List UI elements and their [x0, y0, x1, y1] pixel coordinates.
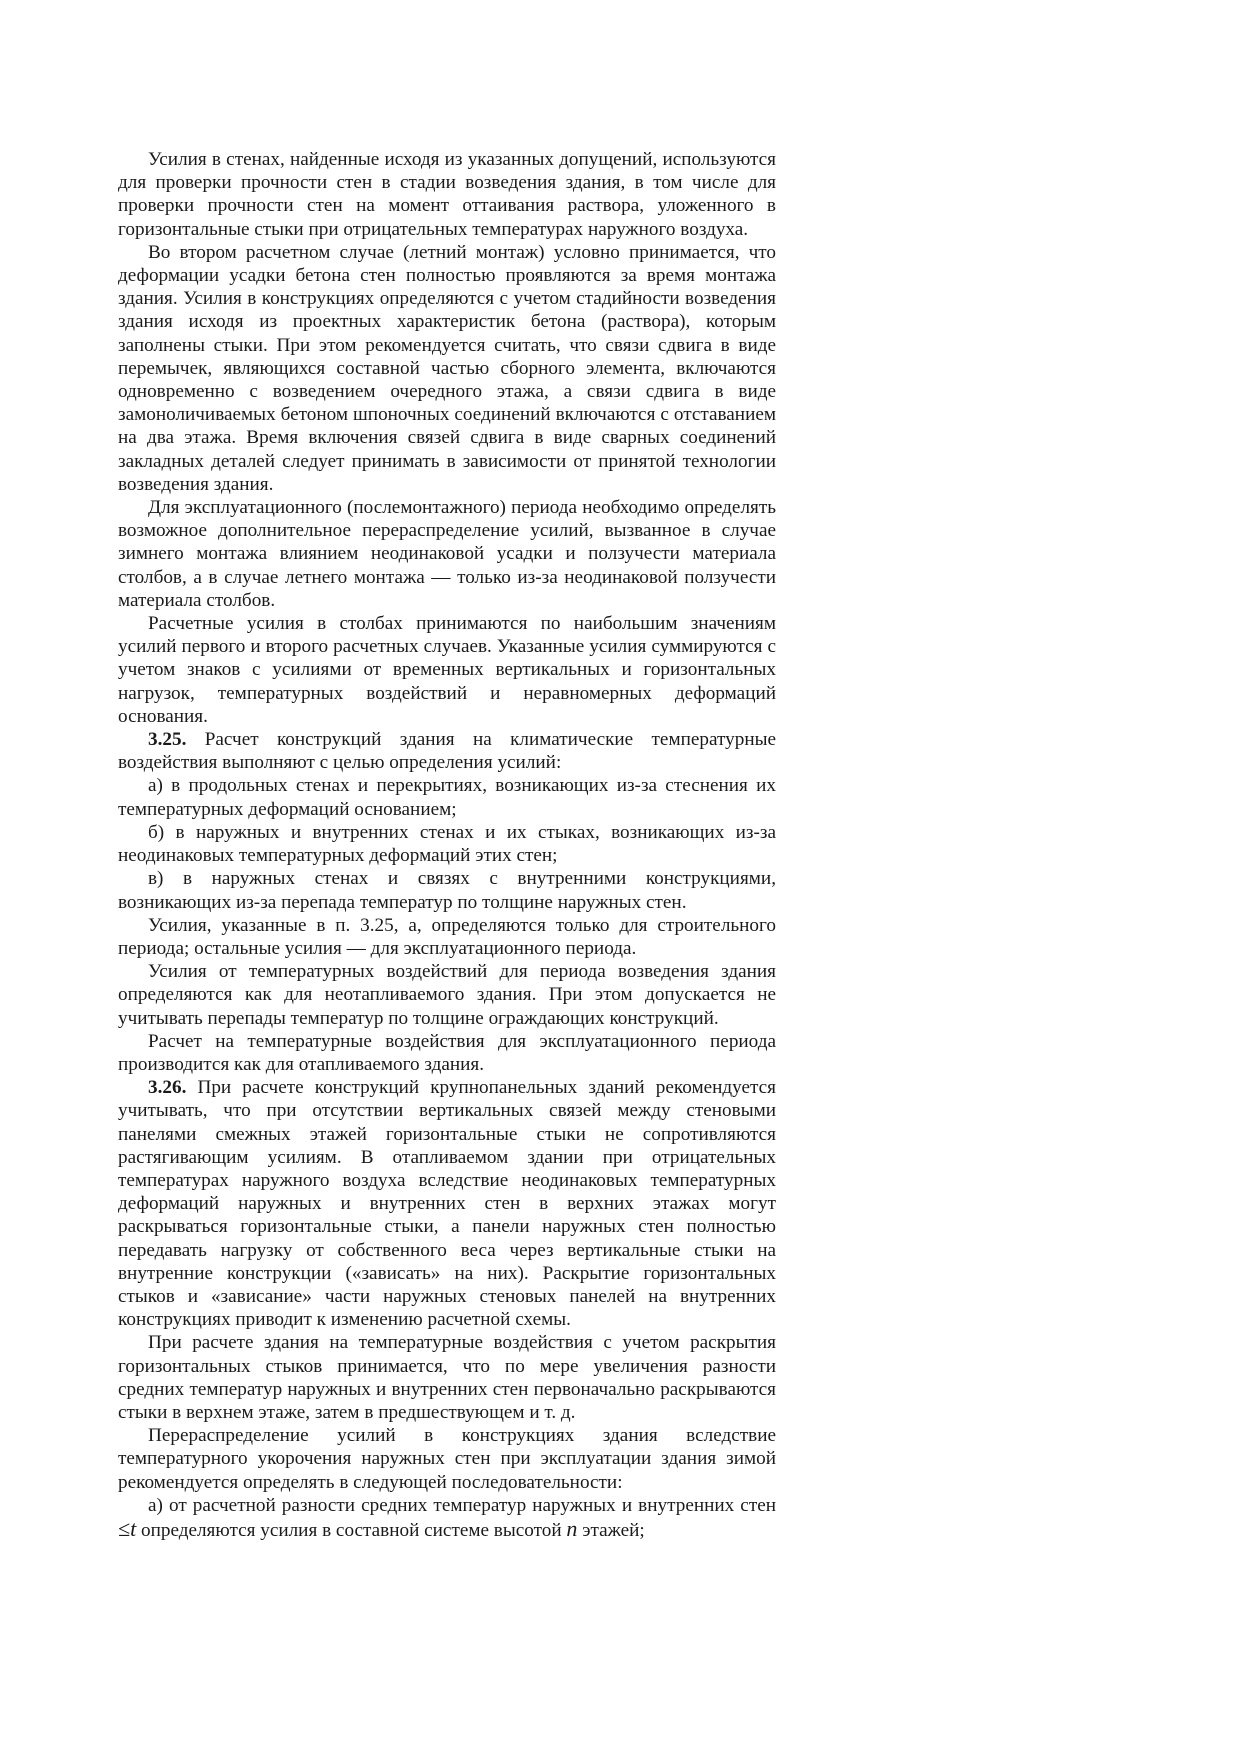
paragraph-text: а) в продольных стенах и перекрытиях, возникающих из-за стеснения их температурных деформаций основанием;: [118, 775, 776, 820]
paragraph-text: а) от расчетной разности средних температур наружных и внутренних стен: [148, 1494, 776, 1516]
paragraph-text: этажей;: [577, 1519, 645, 1541]
paragraph-text: определяются усилия в составной системе высотой: [136, 1519, 567, 1541]
paragraph-5: [118, 728, 776, 774]
document-page: [118, 148, 776, 1542]
paragraph-15: [118, 1494, 776, 1542]
paragraph-2: [118, 241, 776, 496]
paragraph-text: При расчете здания на температурные воздействия с учетом раскрытия горизонтальных стыков принимается, что по мере увеличения разности средних температур наружных и внутренних стен первоначально раскрываются стыки в верхнем этаже, затем в предшествующем и т. д.: [118, 1332, 776, 1423]
paragraph-6: [118, 774, 776, 820]
paragraph-3: [118, 496, 776, 612]
paragraph-text: Усилия, указанные в п. 3.25, а, определяются только для строительного периода; остальные усилия — для эксплуатационного периода.: [118, 914, 776, 959]
paragraph-text: Усилия от температурных воздействий для периода возведения здания определяются как для неотапливаемого здания. При этом допускается не учитывать перепады температур по толщине ограждающих конструкций.: [118, 961, 776, 1029]
math-symbol-n: n: [566, 1515, 578, 1541]
paragraph-13: [118, 1331, 776, 1424]
paragraph-7: [118, 821, 776, 867]
paragraph-text: Расчет на температурные воздействия для эксплуатационного периода производится как для отапливаемого здания.: [118, 1030, 776, 1075]
paragraph-text: в) в наружных стенах и связях с внутренними конструкциями, возникающих из-за перепада температур по толщине наружных стен.: [118, 868, 776, 913]
paragraph-text: Усилия в стенах, найденные исходя из указанных допущений, используются для проверки прочности стен в стадии возведения здания, в том числе для проверки прочности стен на момент оттаивания раствора, уложенного в горизонтальные стыки при отрицательных температурах наружного воздуха.: [118, 149, 776, 240]
paragraph-text: Для эксплуатационного (послемонтажного) периода необходимо определять возможное дополнительное перераспределение усилий, вызванное в случае зимнего монтажа влиянием неодинаковой усадки и ползучести материала столбов, а в случае летнего монтажа — только из-за неодинаковой ползучести материала столбов.: [118, 497, 776, 611]
paragraph-text: Расчет конструкций здания на климатические температурные воздействия выполняют с целью определения усилий:: [118, 729, 776, 774]
paragraph-14: [118, 1424, 776, 1494]
paragraph-9: [118, 914, 776, 960]
paragraph-text: б) в наружных и внутренних стенах и их стыках, возникающих из-за неодинаковых температурных деформаций этих стен;: [118, 821, 776, 867]
paragraph-text: Расчетные усилия в столбах принимаются по наибольшим значениям усилий первого и второго расчетных случаев. Указанные усилия суммируются с учетом знаков с усилиями от временных вертикальных и горизонтальных нагрузок, температурных воздействий и неравномерных деформаций основания.: [118, 613, 776, 727]
paragraph-10: [118, 960, 776, 1030]
paragraph-4: [118, 612, 776, 728]
paragraph-1: [118, 148, 776, 241]
math-symbol-delta-t: ≤t: [118, 1515, 137, 1541]
paragraph-text: Перераспределение усилий в конструкциях здания вследствие температурного укорочения наружных стен при эксплуатации здания зимой рекомендуется определять в следующей последовательности:: [118, 1425, 776, 1493]
paragraph-8: [118, 867, 776, 913]
paragraph-text: Во втором расчетном случае (летний монтаж) условно принимается, что деформации усадки бетона стен полностью проявляются за время монтажа здания. Усилия в конструкциях определяются с учетом стадийности возведения здания исходя из проектных характеристик бетона (раствора), которым заполнены стыки. При этом рекомендуется считать, что связи сдвига в виде перемычек, являющихся составной частью сборного элемента, включаются одновременно с возведением очередного этажа, а связи сдвига в виде замоноличиваемых бетоном шпоночных соединений включаются с отставанием на два этажа. Время включения связей сдвига в виде сварных соединений закладных деталей следует принимать в зависимости от принятой технологии возведения здания.: [118, 241, 776, 495]
paragraph-11: [118, 1030, 776, 1076]
paragraph-text: При расчете конструкций крупнопанельных зданий рекомендуется учитывать, что при отсутствии вертикальных связей между стеновыми панелями смежных этажей горизонтальные стыки не сопротивляются растягивающим усилиям. В отапливаемом здании при отрицательных температурах наружного воздуха вследствие неодинаковых температурных деформаций наружных и внутренних стен в верхних этажах могут раскрываться горизонтальные стыки, а панели наружных стен полностью передавать нагрузку от собственного веса через вертикальные стыки на внутренние конструкции («зависать» на них). Раскрытие горизонтальных стыков и «зависание» части наружных стеновых панелей на внутренних конструкциях приводит к изменению расчетной схемы.: [118, 1077, 776, 1331]
paragraph-12: [118, 1076, 776, 1331]
section-number: 3.26.: [148, 1077, 187, 1099]
section-number: 3.25.: [148, 729, 187, 751]
